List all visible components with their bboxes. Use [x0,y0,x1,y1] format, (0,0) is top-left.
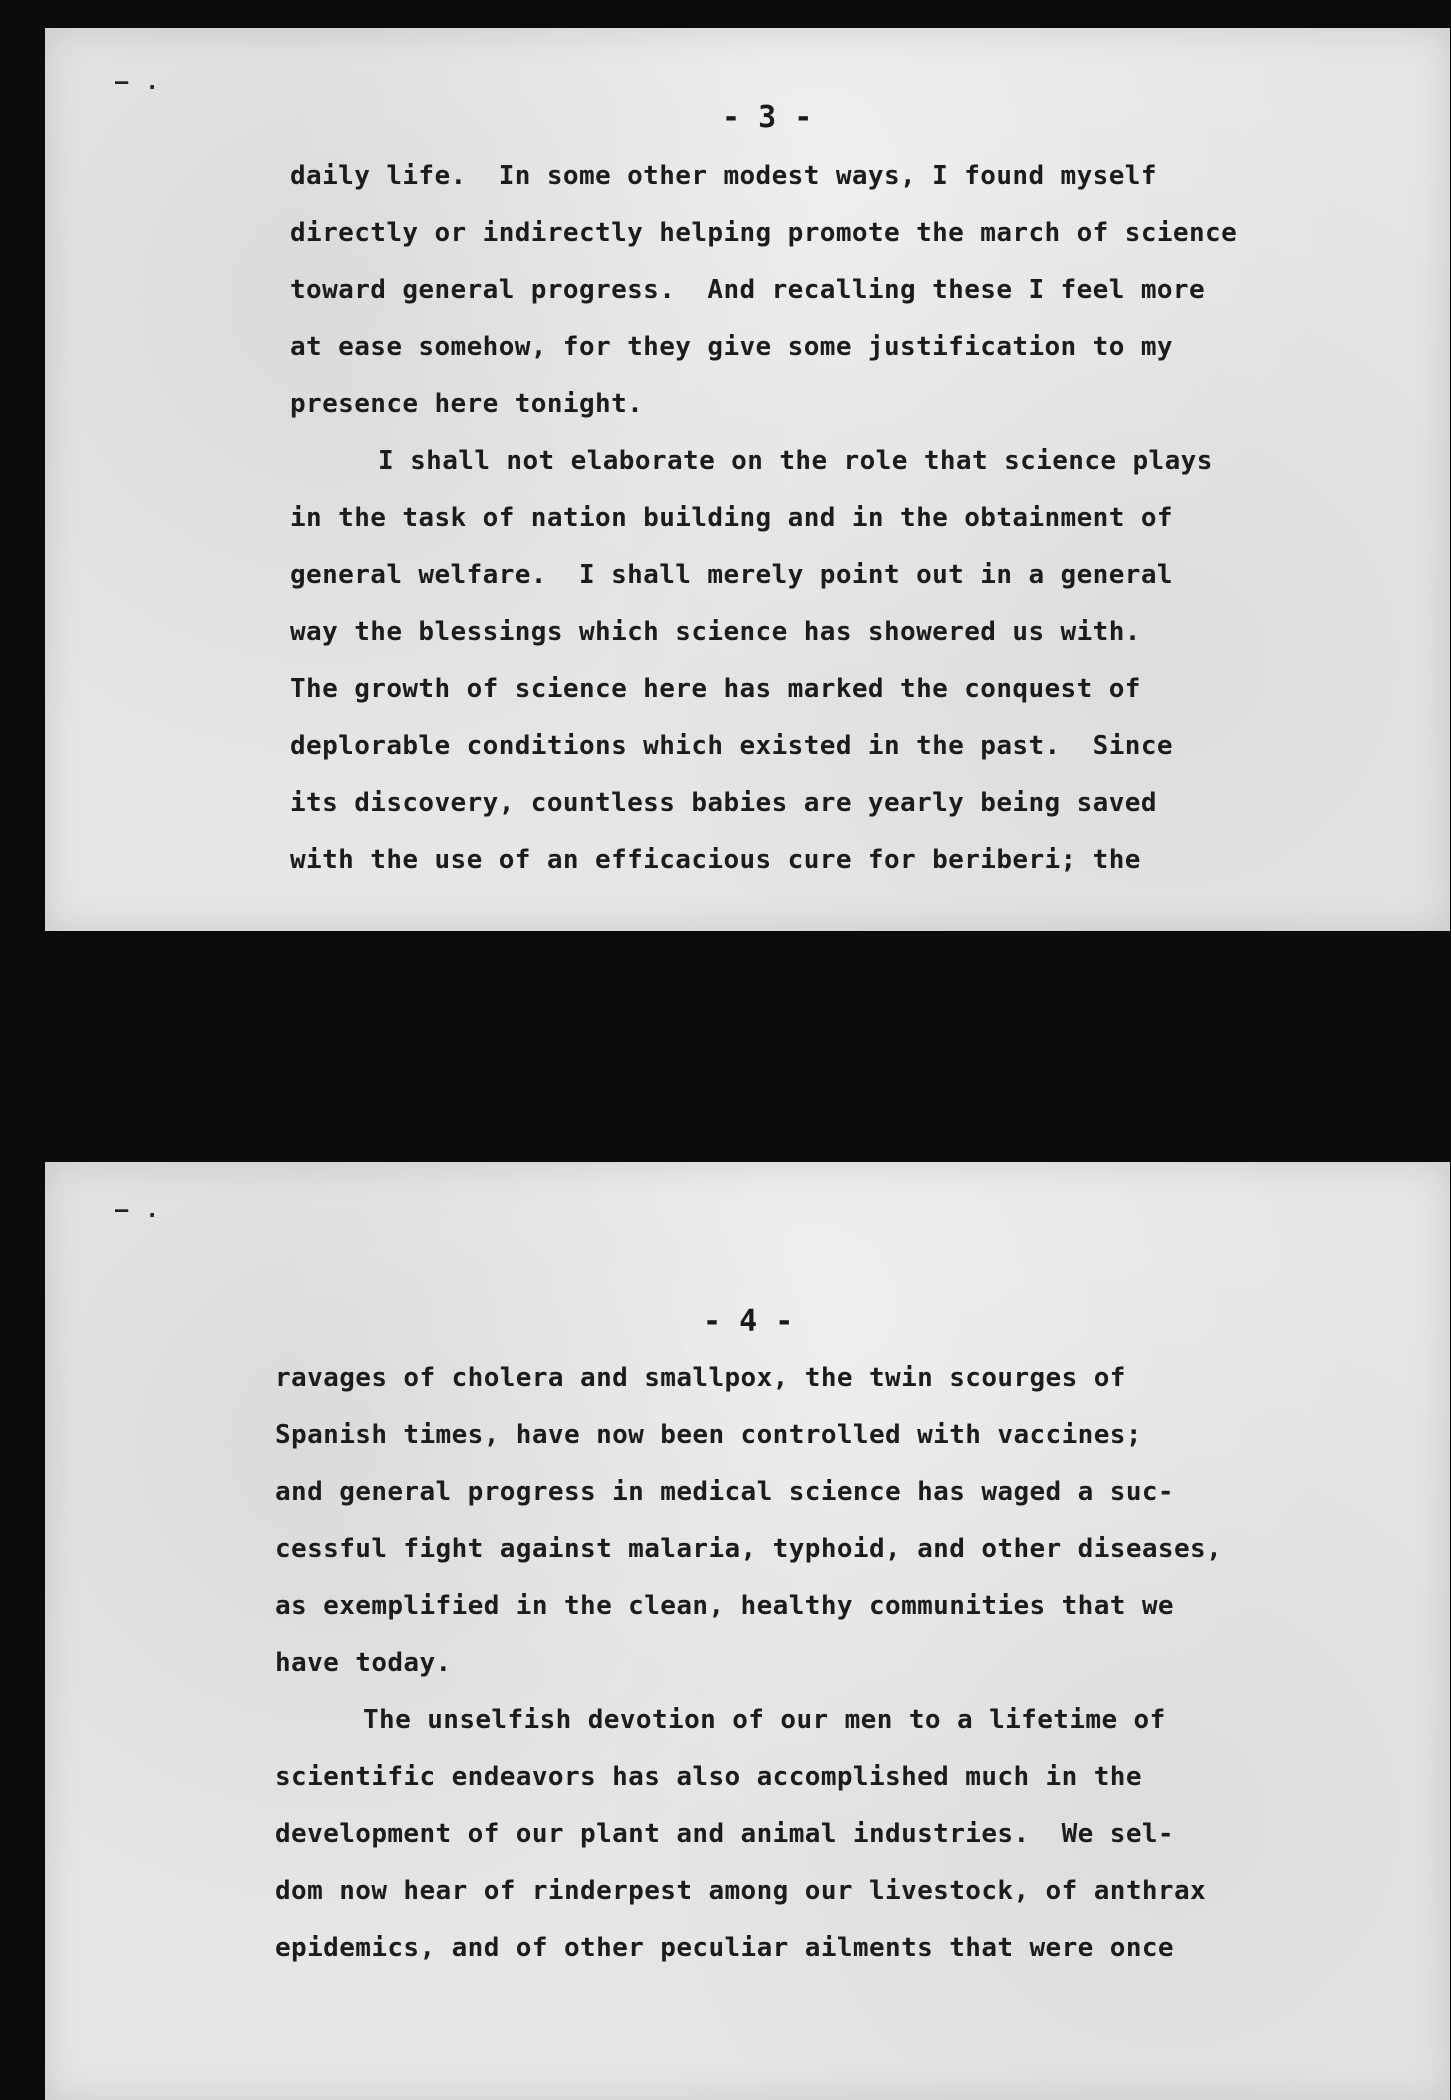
text-line: and general progress in medical science has waged a suc- [275,1477,1174,1507]
text-line: I shall not elaborate on the role that science plays [378,446,1213,476]
text-line: at ease somehow, for they give some justification to my [290,332,1173,362]
text-line: dom now hear of rinderpest among our livestock, of anthrax [275,1876,1207,1906]
text-line: general welfare. I shall merely point out in a general [290,560,1173,590]
text-line: directly or indirectly helping promote the march of science [290,218,1238,248]
page-body-text [290,148,1237,889]
corner-mark: — . [115,70,161,95]
text-line: The unselfish devotion of our men to a lifetime of [363,1705,1166,1735]
text-line: cessful fight against malaria, typhoid, and other diseases, [275,1534,1223,1564]
text-line: scientific endeavors has also accomplished much in the [275,1762,1142,1792]
text-line: epidemics, and of other peculiar ailments that were once [275,1933,1174,1963]
page-number: - 4 - [703,1304,794,1339]
text-line: deplorable conditions which existed in the past. Since [290,731,1173,761]
text-line: development of our plant and animal industries. We sel- [275,1819,1174,1849]
text-line: as exemplified in the clean, healthy communities that we [275,1591,1174,1621]
page-number: - 3 - [722,100,813,135]
document-page-3 [45,28,1450,931]
text-line: daily life. In some other modest ways, I found myself [290,161,1157,191]
text-line: its discovery, countless babies are yearly being saved [290,788,1157,818]
text-line: presence here tonight. [290,389,644,419]
text-line: ravages of cholera and smallpox, the twin scourges of [275,1363,1126,1393]
text-line: with the use of an efficacious cure for beriberi; the [290,845,1141,875]
page-body-text [275,1350,1222,1977]
text-line: in the task of nation building and in the obtainment of [290,503,1173,533]
text-line: way the blessings which science has showered us with. [290,617,1141,647]
corner-mark: — . [115,1198,161,1223]
text-line: Spanish times, have now been controlled with vaccines; [275,1420,1142,1450]
text-line: The growth of science here has marked the conquest of [290,674,1141,704]
document-page-4 [45,1162,1450,2100]
text-line: have today. [275,1648,452,1678]
text-line: toward general progress. And recalling these I feel more [290,275,1206,305]
